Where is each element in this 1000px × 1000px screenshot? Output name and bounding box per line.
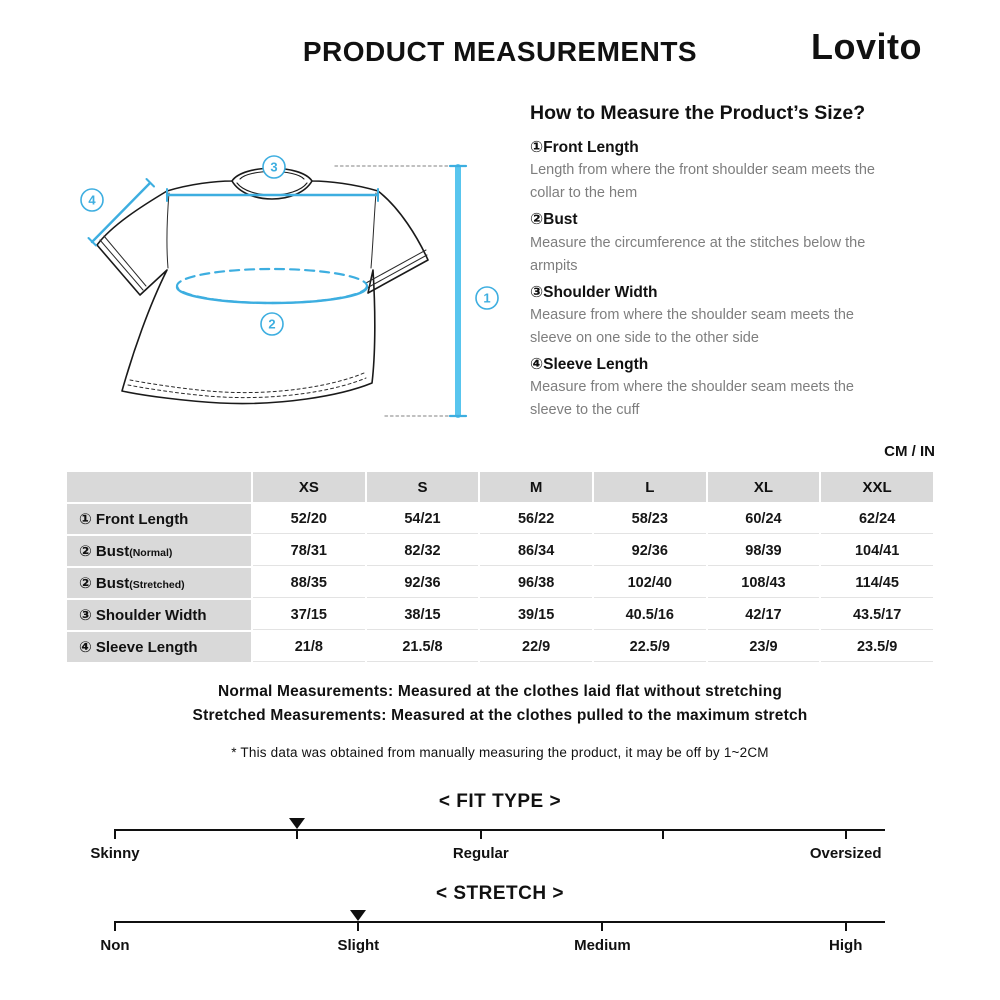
size-column-header: XL — [708, 472, 820, 502]
note-stretched: Stretched Measurements: Measured at the clothes pulled to the maximum stretch — [192, 707, 808, 725]
scale-label: Regular — [452, 845, 509, 862]
scale-tick — [357, 921, 359, 931]
units-label: CM / IN — [884, 443, 935, 460]
scale-tick — [114, 921, 116, 931]
badge-sleeve-length — [81, 189, 103, 211]
scale-label: Oversized — [809, 845, 882, 862]
measurement-value: 62/24 — [821, 504, 933, 534]
size-column-header: L — [594, 472, 706, 502]
measurement-value: 56/22 — [480, 504, 592, 534]
stretch-scale-labels — [100, 937, 885, 957]
measure-instruction — [530, 282, 882, 350]
instruction-label: ①Front Length — [530, 139, 639, 156]
instruction-description: Measure from where the shoulder seam meets the sleeve to the cuff — [530, 379, 854, 419]
measure-instruction — [530, 137, 882, 205]
stretch-scale-line — [115, 921, 885, 923]
measurement-value: 21/8 — [253, 632, 365, 662]
svg-text:2: 2 — [268, 316, 276, 332]
instruction-description: Length from where the front shoulder seam meets the collar to the hem — [530, 162, 875, 202]
tshirt-diagram — [50, 138, 500, 438]
scale-tick — [845, 829, 847, 839]
row-label: ② Bust(Stretched) — [67, 568, 251, 598]
instruction-label: ②Bust — [530, 211, 578, 229]
scale-label: High — [829, 937, 863, 954]
measurement-value: 42/17 — [708, 600, 820, 630]
fit-type-scale-labels — [90, 845, 885, 865]
brand-logo: Lovito — [811, 26, 922, 67]
measurement-value: 92/36 — [367, 568, 479, 598]
badge-front-length — [476, 287, 498, 309]
svg-text:4: 4 — [88, 192, 96, 208]
size-column-header: S — [367, 472, 479, 502]
measurement-value: 37/15 — [253, 600, 365, 630]
fit-type-title: < FIT TYPE > — [438, 791, 562, 812]
stretch-scale-marker — [350, 910, 366, 921]
instruction-description: Measure the circumference at the stitches below the armpits — [530, 234, 866, 274]
note-disclaimer: * This data was obtained from manually measuring the product, it may be off by 1~2CM — [231, 745, 769, 761]
measurement-value: 43.5/17 — [821, 600, 933, 630]
measurement-value: 23/9 — [708, 632, 820, 662]
how-to-measure-section — [530, 102, 882, 422]
measurement-value: 22.5/9 — [594, 632, 706, 662]
row-label: ① Front Length — [67, 504, 251, 534]
note-normal: Normal Measurements: Measured at the clothes laid flat without stretching — [217, 683, 783, 700]
page-title: PRODUCT MEASUREMENTS — [302, 36, 698, 67]
measurement-row — [67, 504, 933, 534]
scale-tick — [845, 921, 847, 931]
measurement-value: 40.5/16 — [594, 600, 706, 630]
instruction-description: Measure from where the shoulder seam meets the sleeve on one side to the other side — [530, 307, 854, 346]
measurement-value: 60/24 — [708, 504, 820, 534]
measurement-value: 86/34 — [480, 536, 592, 566]
how-to-title: How to Measure the Product’s Size? — [530, 102, 866, 124]
measure-instruction — [530, 209, 882, 277]
measurement-value: 114/45 — [821, 568, 933, 598]
measurement-value: 39/15 — [480, 600, 592, 630]
measure-instruction — [530, 354, 882, 422]
measurement-value: 78/31 — [253, 536, 365, 566]
svg-text:3: 3 — [270, 159, 278, 175]
measurement-value: 92/36 — [594, 536, 706, 566]
fit-scale-marker — [289, 818, 305, 829]
front-length-line — [450, 166, 466, 416]
measurement-value: 104/41 — [821, 536, 933, 566]
svg-text:1: 1 — [483, 290, 491, 306]
measurement-row — [67, 568, 933, 598]
scale-tick — [114, 829, 116, 839]
scale-label: Medium — [574, 937, 631, 954]
scale-tick — [601, 921, 603, 931]
measurement-row — [67, 536, 933, 566]
scale-label: Slight — [337, 937, 380, 954]
measurement-row — [67, 632, 933, 662]
measurement-row — [67, 600, 933, 630]
table-corner-cell — [67, 472, 251, 502]
scale-tick — [662, 829, 664, 839]
measurement-value: 98/39 — [708, 536, 820, 566]
tshirt-outline — [97, 168, 428, 403]
scale-tick — [296, 829, 298, 839]
instruction-label: ④Sleeve Length — [530, 355, 649, 373]
instruction-label: ③Shoulder Width — [530, 283, 658, 301]
measurement-value: 102/40 — [594, 568, 706, 598]
measurement-value: 96/38 — [480, 568, 592, 598]
size-column-header: XXL — [821, 472, 933, 502]
scale-label: Skinny — [90, 845, 140, 862]
table-header-row — [67, 472, 933, 502]
scale-label: Non — [100, 937, 130, 954]
measurement-value: 22/9 — [480, 632, 592, 662]
size-table — [65, 470, 935, 664]
measurement-value: 58/23 — [594, 504, 706, 534]
stretch-title: < STRETCH > — [436, 883, 564, 904]
howto-list — [530, 137, 882, 422]
row-label: ② Bust(Normal) — [67, 536, 251, 566]
row-label: ③ Shoulder Width — [67, 600, 251, 630]
size-column-header: M — [480, 472, 592, 502]
row-label: ④ Sleeve Length — [67, 632, 251, 662]
measurement-value: 38/15 — [367, 600, 479, 630]
badge-shoulder-width — [263, 156, 285, 178]
measurement-value: 21.5/8 — [367, 632, 479, 662]
tshirt-diagram-svg — [50, 138, 500, 438]
measurement-value: 54/21 — [367, 504, 479, 534]
measurement-value: 88/35 — [253, 568, 365, 598]
badge-bust — [261, 313, 283, 335]
fit-type-scale-line — [115, 829, 885, 831]
measurement-value: 23.5/9 — [821, 632, 933, 662]
notes — [0, 680, 1000, 760]
measurement-value: 82/32 — [367, 536, 479, 566]
scale-tick — [480, 829, 482, 839]
measurement-value: 108/43 — [708, 568, 820, 598]
measurement-value: 52/20 — [253, 504, 365, 534]
size-column-header: XS — [253, 472, 365, 502]
